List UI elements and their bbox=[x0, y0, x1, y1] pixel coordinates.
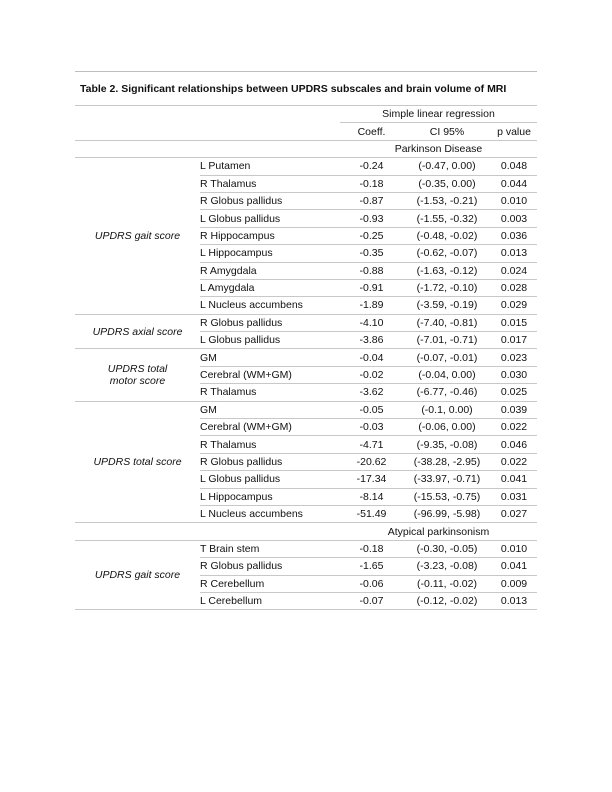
section-row bbox=[75, 140, 537, 157]
ci-cell: (-15.53, -0.75) bbox=[403, 488, 491, 505]
coeff-cell: -17.34 bbox=[340, 471, 403, 488]
results-table bbox=[75, 105, 537, 610]
p-value-cell: 0.048 bbox=[491, 158, 537, 175]
ci-cell: (-1.63, -0.12) bbox=[403, 262, 491, 279]
p-value-cell: 0.022 bbox=[491, 419, 537, 436]
table-row bbox=[75, 401, 537, 418]
brain-region-cell: R Hippocampus bbox=[200, 227, 340, 244]
brain-region-cell: L Globus pallidus bbox=[200, 471, 340, 488]
group-label: UPDRS total score bbox=[75, 401, 200, 523]
coeff-header: Coeff. bbox=[340, 123, 403, 140]
coeff-cell: -4.71 bbox=[340, 436, 403, 453]
coeff-cell: -4.10 bbox=[340, 314, 403, 331]
group-label bbox=[75, 349, 200, 401]
ci-cell: (-0.07, -0.01) bbox=[403, 349, 491, 366]
p-value-cell: 0.024 bbox=[491, 262, 537, 279]
section-title: Atypical parkinsonism bbox=[340, 523, 537, 540]
coeff-cell: -51.49 bbox=[340, 505, 403, 522]
brain-region-cell: Cerebral (WM+GM) bbox=[200, 419, 340, 436]
brain-region-cell: L Hippocampus bbox=[200, 488, 340, 505]
ci-cell: (-96.99, -5.98) bbox=[403, 505, 491, 522]
section-row bbox=[75, 523, 537, 540]
group-label: UPDRS gait score bbox=[75, 540, 200, 610]
table-caption: Table 2. Significant relationships between UPDRS subscales and brain volume of MRI bbox=[80, 83, 507, 95]
group-label: UPDRS axial score bbox=[75, 314, 200, 349]
p-value-cell: 0.039 bbox=[491, 401, 537, 418]
p-value-cell: 0.010 bbox=[491, 540, 537, 557]
coeff-cell: -0.18 bbox=[340, 540, 403, 557]
coeff-cell: -1.89 bbox=[340, 297, 403, 314]
group-label-line: motor score bbox=[109, 375, 166, 388]
table-row bbox=[75, 314, 537, 331]
coeff-cell: -0.93 bbox=[340, 210, 403, 227]
ci-cell: (-0.11, -0.02) bbox=[403, 575, 491, 592]
ci-cell: (-3.23, -0.08) bbox=[403, 558, 491, 575]
brain-region-cell: Cerebral (WM+GM) bbox=[200, 366, 340, 383]
coeff-cell: -1.65 bbox=[340, 558, 403, 575]
ci-cell: (-1.72, -0.10) bbox=[403, 279, 491, 296]
coeff-cell: -0.25 bbox=[340, 227, 403, 244]
coeff-cell: -0.03 bbox=[340, 419, 403, 436]
brain-region-cell: T Brain stem bbox=[200, 540, 340, 557]
p-value-cell: 0.028 bbox=[491, 279, 537, 296]
ci-cell: (-1.53, -0.21) bbox=[403, 192, 491, 209]
brain-region-cell: R Thalamus bbox=[200, 175, 340, 192]
p-value-cell: 0.013 bbox=[491, 245, 537, 262]
p-value-cell: 0.022 bbox=[491, 453, 537, 470]
ci-cell: (-0.30, -0.05) bbox=[403, 540, 491, 557]
p-value-cell: 0.009 bbox=[491, 575, 537, 592]
coeff-cell: -3.86 bbox=[340, 332, 403, 349]
section-title: Parkinson Disease bbox=[340, 140, 537, 157]
brain-region-cell: R Cerebellum bbox=[200, 575, 340, 592]
p-value-cell: 0.046 bbox=[491, 436, 537, 453]
coeff-cell: -0.88 bbox=[340, 262, 403, 279]
ci-cell: (-38.28, -2.95) bbox=[403, 453, 491, 470]
header-row-columns bbox=[75, 123, 537, 140]
brain-region-cell: L Nucleus accumbens bbox=[200, 297, 340, 314]
ci-cell: (-0.62, -0.07) bbox=[403, 245, 491, 262]
brain-region-cell: L Nucleus accumbens bbox=[200, 505, 340, 522]
regression-header: Simple linear regression bbox=[340, 106, 537, 123]
ci-cell: (-0.06, 0.00) bbox=[403, 419, 491, 436]
coeff-cell: -0.18 bbox=[340, 175, 403, 192]
p-value-cell: 0.013 bbox=[491, 592, 537, 609]
header-row-regression bbox=[75, 106, 537, 123]
brain-region-cell: L Amygdala bbox=[200, 279, 340, 296]
p-value-cell: 0.017 bbox=[491, 332, 537, 349]
p-value-cell: 0.025 bbox=[491, 384, 537, 401]
coeff-cell: -8.14 bbox=[340, 488, 403, 505]
ci-cell: (-0.12, -0.02) bbox=[403, 592, 491, 609]
brain-region-cell: R Thalamus bbox=[200, 384, 340, 401]
brain-region-cell: R Globus pallidus bbox=[200, 314, 340, 331]
top-rule bbox=[75, 71, 537, 72]
p-value-cell: 0.027 bbox=[491, 505, 537, 522]
p-value-cell: 0.044 bbox=[491, 175, 537, 192]
coeff-cell: -20.62 bbox=[340, 453, 403, 470]
table-row bbox=[75, 540, 537, 557]
ci-cell: (-0.48, -0.02) bbox=[403, 227, 491, 244]
group-label: UPDRS gait score bbox=[75, 158, 200, 315]
p-value-cell: 0.036 bbox=[491, 227, 537, 244]
brain-region-cell: R Globus pallidus bbox=[200, 192, 340, 209]
ci-cell: (-7.40, -0.81) bbox=[403, 314, 491, 331]
coeff-cell: -0.07 bbox=[340, 592, 403, 609]
p-value-cell: 0.029 bbox=[491, 297, 537, 314]
ci-cell: (-0.1, 0.00) bbox=[403, 401, 491, 418]
brain-region-cell: L Globus pallidus bbox=[200, 210, 340, 227]
brain-region-cell: L Cerebellum bbox=[200, 592, 340, 609]
ci-cell: (-0.35, 0.00) bbox=[403, 175, 491, 192]
coeff-cell: -0.87 bbox=[340, 192, 403, 209]
brain-region-cell: GM bbox=[200, 349, 340, 366]
ci-cell: (-3.59, -0.19) bbox=[403, 297, 491, 314]
ci-cell: (-6.77, -0.46) bbox=[403, 384, 491, 401]
coeff-cell: -0.04 bbox=[340, 349, 403, 366]
p-value-cell: 0.030 bbox=[491, 366, 537, 383]
p-value-cell: 0.003 bbox=[491, 210, 537, 227]
ci-cell: (-0.47, 0.00) bbox=[403, 158, 491, 175]
p-value-cell: 0.041 bbox=[491, 558, 537, 575]
ci-cell: (-1.55, -0.32) bbox=[403, 210, 491, 227]
brain-region-cell: L Hippocampus bbox=[200, 245, 340, 262]
ci-cell: (-9.35, -0.08) bbox=[403, 436, 491, 453]
coeff-cell: -0.35 bbox=[340, 245, 403, 262]
brain-region-cell: GM bbox=[200, 401, 340, 418]
ci-cell: (-33.97, -0.71) bbox=[403, 471, 491, 488]
coeff-cell: -0.91 bbox=[340, 279, 403, 296]
brain-region-cell: R Thalamus bbox=[200, 436, 340, 453]
coeff-cell: -0.24 bbox=[340, 158, 403, 175]
p-value-cell: 0.031 bbox=[491, 488, 537, 505]
p-value-cell: 0.023 bbox=[491, 349, 537, 366]
coeff-cell: -0.02 bbox=[340, 366, 403, 383]
group-label-line: UPDRS total bbox=[107, 363, 168, 376]
table-row bbox=[75, 349, 537, 366]
ci-header: CI 95% bbox=[403, 123, 491, 140]
brain-region-cell: R Globus pallidus bbox=[200, 558, 340, 575]
p-value-header: p value bbox=[491, 123, 537, 140]
table-body bbox=[75, 140, 537, 610]
coeff-cell: -3.62 bbox=[340, 384, 403, 401]
p-value-cell: 0.015 bbox=[491, 314, 537, 331]
coeff-cell: -0.06 bbox=[340, 575, 403, 592]
brain-region-cell: R Globus pallidus bbox=[200, 453, 340, 470]
brain-region-cell: L Globus pallidus bbox=[200, 332, 340, 349]
p-value-cell: 0.010 bbox=[491, 192, 537, 209]
p-value-cell: 0.041 bbox=[491, 471, 537, 488]
ci-cell: (-0.04, 0.00) bbox=[403, 366, 491, 383]
brain-region-cell: R Amygdala bbox=[200, 262, 340, 279]
table-row bbox=[75, 158, 537, 175]
ci-cell: (-7.01, -0.71) bbox=[403, 332, 491, 349]
coeff-cell: -0.05 bbox=[340, 401, 403, 418]
brain-region-cell: L Putamen bbox=[200, 158, 340, 175]
